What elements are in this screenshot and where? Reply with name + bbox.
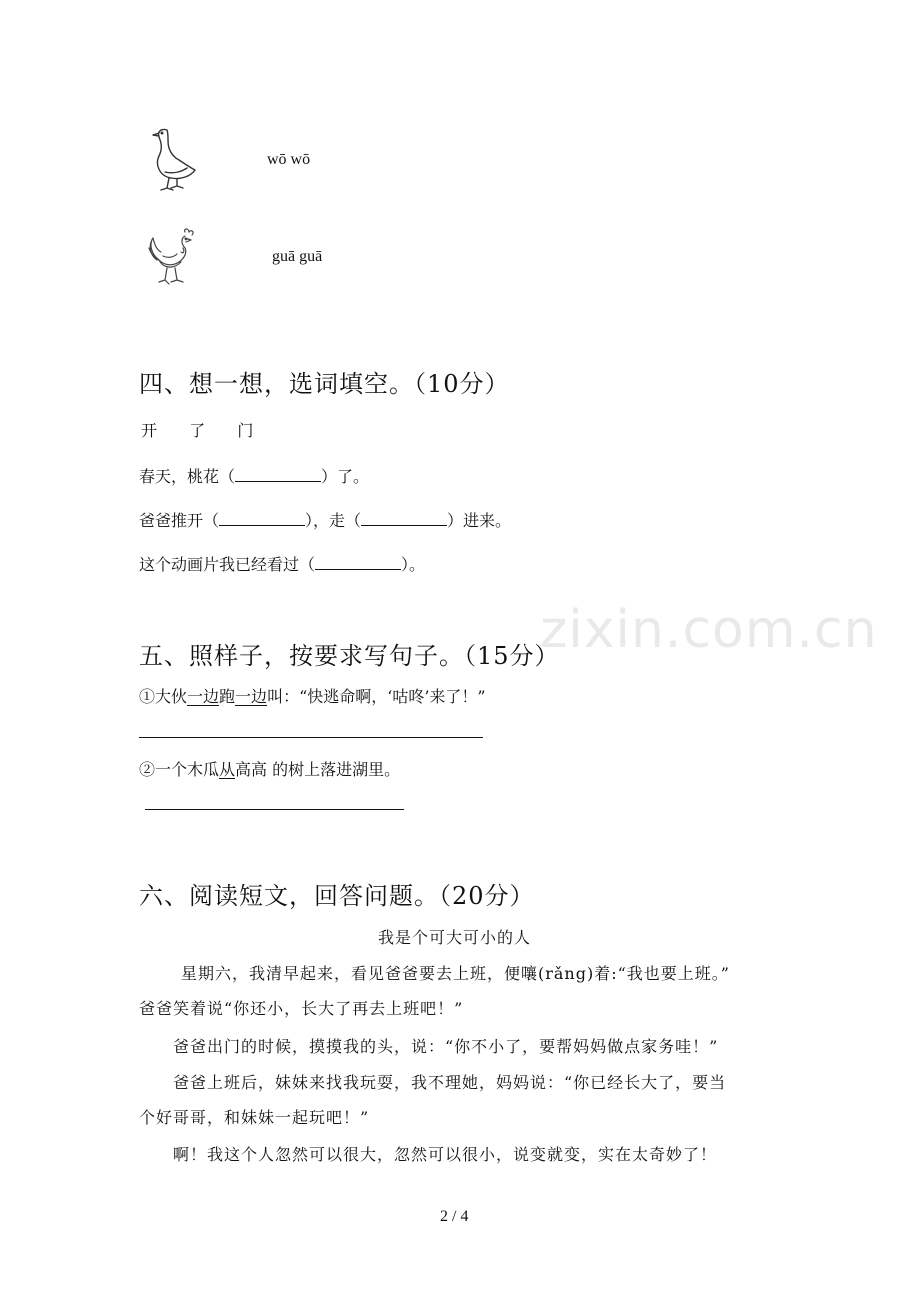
section-4-title: 四、想一想，选词填空。（10分） bbox=[139, 370, 510, 398]
question-text: ）了。 bbox=[321, 467, 370, 486]
question-text: ），走（ bbox=[305, 511, 362, 530]
passage-paragraph: 星期六，我清早起来，看见爸爸要去上班，便嚷(rǎng)着:“我也要上班。” bbox=[181, 964, 730, 983]
section-5-title: 五、照样子，按要求写句子。（15分） bbox=[139, 642, 560, 670]
answer-blank[interactable] bbox=[219, 511, 305, 526]
sentence-text: ①大伙 bbox=[139, 687, 188, 706]
question-text: 爸爸推开（ bbox=[139, 511, 220, 530]
example-sentence-2 bbox=[139, 757, 400, 780]
passage-paragraph: 啊！我这个人忽然可以很大，忽然可以很小，说变就变，实在太奇妙了！ bbox=[173, 1145, 718, 1164]
sentence-text: 跑 bbox=[219, 687, 236, 706]
sentence-text: 叫：“快逃命啊，‘咕咚’来了！” bbox=[267, 687, 486, 706]
fill-question-3 bbox=[139, 552, 425, 575]
underlined-word: 一边 bbox=[187, 687, 220, 706]
example-sentence-1 bbox=[139, 684, 486, 707]
question-text: 春天，桃花（ bbox=[139, 467, 236, 486]
underlined-word: 从 bbox=[219, 760, 236, 779]
fill-question-1 bbox=[139, 464, 369, 487]
answer-line-1[interactable] bbox=[139, 737, 483, 738]
question-text: ）进来。 bbox=[447, 511, 512, 530]
word-bank bbox=[141, 418, 253, 441]
answer-blank[interactable] bbox=[315, 555, 401, 570]
sentence-text: 高高 的树上落进湖里。 bbox=[235, 760, 401, 779]
passage-title: 我是个可大可小的人 bbox=[378, 928, 532, 947]
answer-line-2[interactable] bbox=[145, 809, 404, 810]
watermark: zixin.com.cn bbox=[540, 600, 878, 660]
answer-blank[interactable] bbox=[235, 467, 321, 482]
goose-pinyin: wō wō bbox=[267, 151, 311, 168]
section-6-title: 六、阅读短文，回答问题。（20分） bbox=[139, 882, 535, 910]
passage-paragraph: 爸爸出门的时候，摸摸我的头，说：“你不小了，要帮妈妈做点家务哇！” bbox=[173, 1037, 719, 1056]
question-text: 这个动画片我已经看过（ bbox=[139, 555, 316, 574]
passage-paragraph: 爸爸笑着说“你还小，长大了再去上班吧！” bbox=[139, 999, 464, 1018]
underlined-word: 一边 bbox=[235, 687, 268, 706]
page-number: 2 / 4 bbox=[440, 1208, 469, 1225]
passage-paragraph: 个好哥哥，和妹妹一起玩吧！” bbox=[139, 1108, 370, 1127]
rooster-pinyin: guā guā bbox=[272, 248, 323, 265]
rooster-icon bbox=[145, 226, 205, 290]
word-option: 门 bbox=[237, 421, 254, 440]
question-text: ）。 bbox=[401, 555, 426, 574]
goose-icon bbox=[145, 124, 205, 194]
passage-paragraph: 爸爸上班后，妹妹来找我玩耍，我不理她，妈妈说：“你已经长大了，要当 bbox=[173, 1073, 727, 1092]
word-option: 开 bbox=[141, 421, 158, 440]
sentence-text: ②一个木瓜 bbox=[139, 760, 220, 779]
word-option: 了 bbox=[189, 421, 206, 440]
fill-question-2 bbox=[139, 508, 511, 531]
answer-blank[interactable] bbox=[361, 511, 447, 526]
